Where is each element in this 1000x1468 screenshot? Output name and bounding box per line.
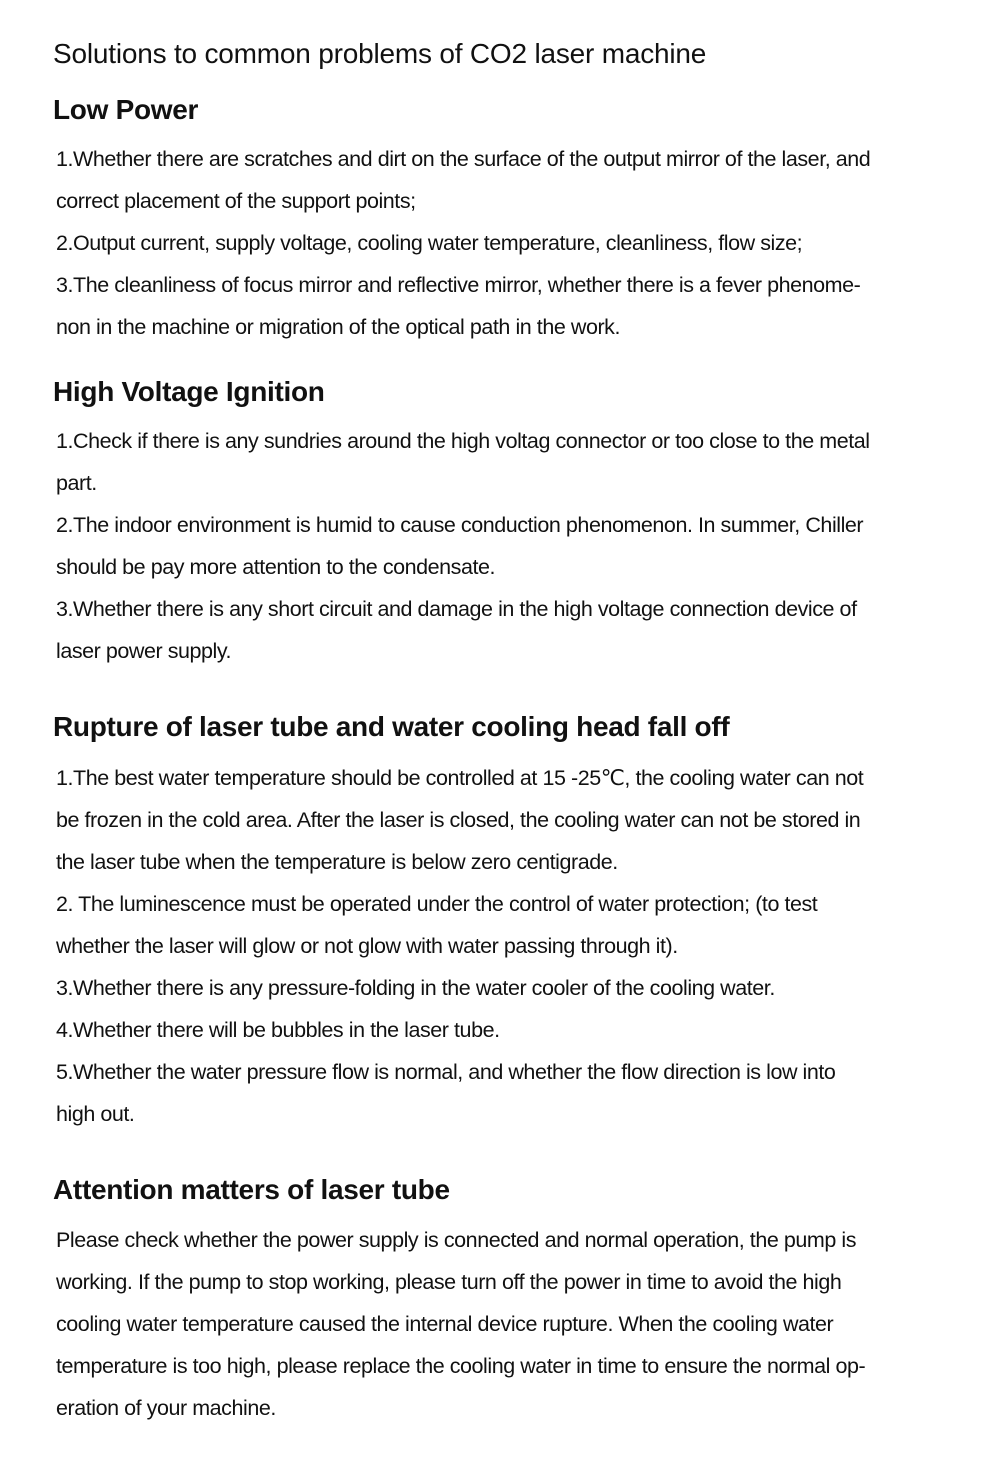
text-line: be frozen in the cold area. After the laser is closed, the cooling water can not be stored in	[56, 808, 861, 832]
text-line: part.	[56, 471, 97, 495]
section-heading: High Voltage Ignition	[53, 376, 325, 407]
text-line: 5.Whether the water pressure flow is normal, and whether the flow direction is low into	[56, 1060, 836, 1084]
text-line: working. If the pump to stop working, please turn off the power in time to avoid the high	[56, 1270, 842, 1294]
text-line: 1.The best water temperature should be controlled at 15 -25℃, the cooling water can not	[56, 766, 864, 790]
text-line: laser power supply.	[56, 639, 232, 663]
section-heading: Attention matters of laser tube	[53, 1174, 450, 1205]
text-line: 2.The indoor environment is humid to cause conduction phenomenon. In summer, Chiller	[56, 513, 864, 537]
text-line: Please check whether the power supply is connected and normal operation, the pump is	[56, 1228, 856, 1252]
page-title: Solutions to common problems of CO2 laser machine	[53, 38, 707, 69]
section-body	[56, 1219, 986, 1429]
text-line: non in the machine or migration of the optical path in the work.	[56, 315, 620, 339]
text-line: eration of your machine.	[56, 1396, 276, 1420]
text-line: 3.The cleanliness of focus mirror and reflective mirror, whether there is a fever phenome-	[56, 273, 861, 297]
section-heading: Rupture of laser tube and water cooling head fall off	[53, 711, 730, 742]
text-line: high out.	[56, 1102, 135, 1126]
text-line: should be pay more attention to the condensate.	[56, 555, 496, 579]
text-line: temperature is too high, please replace the cooling water in time to ensure the normal op-	[56, 1354, 866, 1378]
section-body	[56, 420, 986, 672]
text-line: whether the laser will glow or not glow with water passing through it).	[56, 934, 678, 958]
text-line: 3.Whether there is any short circuit and damage in the high voltage connection device of	[56, 597, 857, 621]
text-line: 3.Whether there is any pressure-folding in the water cooler of the cooling water.	[56, 976, 775, 1000]
text-line: 2. The luminescence must be operated under the control of water protection; (to test	[56, 892, 818, 916]
text-line: 2.Output current, supply voltage, cooling water temperature, cleanliness, flow size;	[56, 231, 803, 255]
section-body	[56, 757, 986, 1135]
section-heading: Low Power	[53, 94, 199, 125]
text-line: 1.Whether there are scratches and dirt on the surface of the output mirror of the laser, and	[56, 147, 871, 171]
text-line: 1.Check if there is any sundries around the high voltag connector or too close to the metal	[56, 429, 870, 453]
text-line: the laser tube when the temperature is below zero centigrade.	[56, 850, 618, 874]
section-body	[56, 138, 986, 348]
text-line: correct placement of the support points;	[56, 189, 416, 213]
text-line: cooling water temperature caused the internal device rupture. When the cooling water	[56, 1312, 834, 1336]
text-line: 4.Whether there will be bubbles in the laser tube.	[56, 1018, 500, 1042]
